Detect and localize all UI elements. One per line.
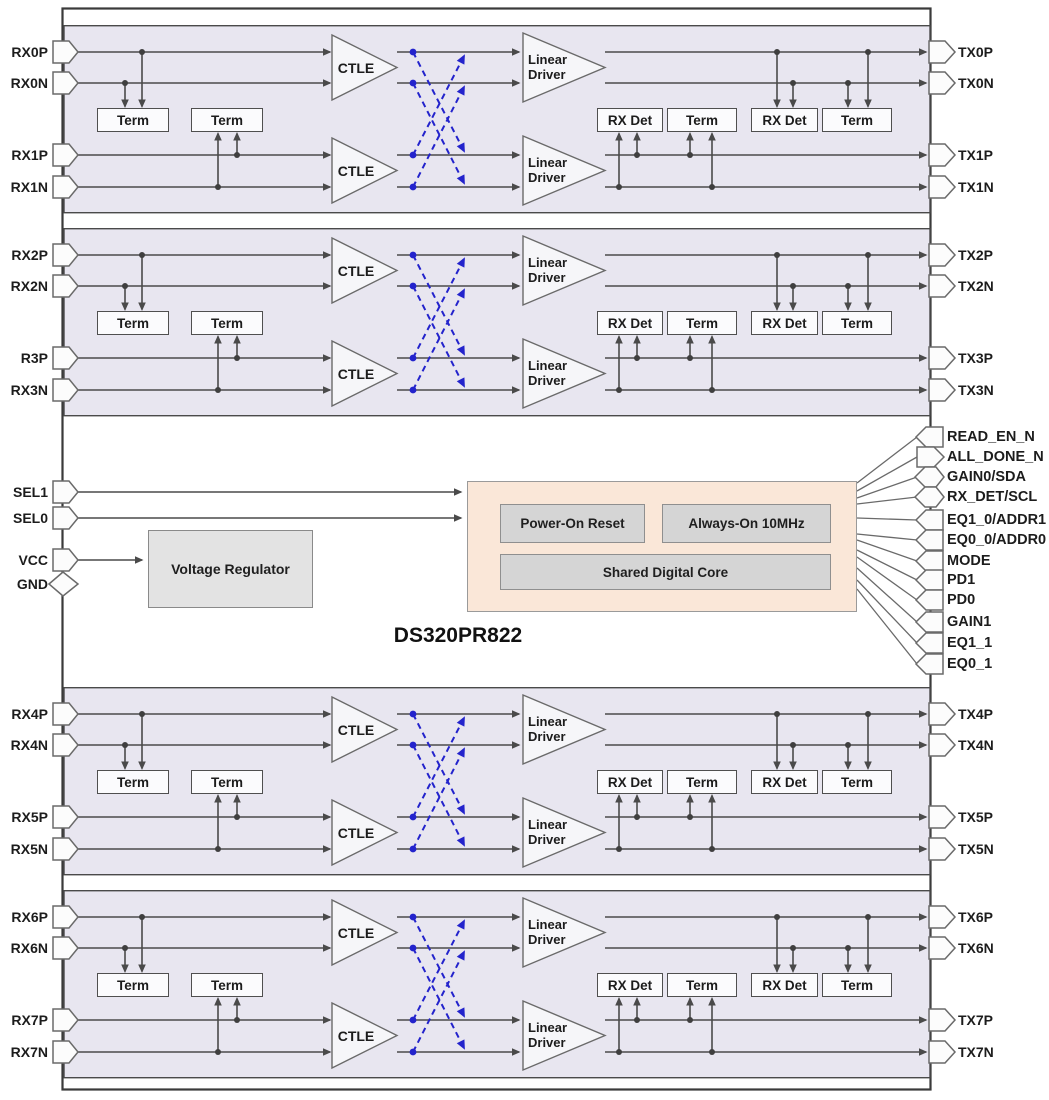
pin-label-tx0n: TX0N [958,75,994,91]
pin-label-tx2p: TX2P [958,247,994,263]
linear-driver-label: Linear Driver [528,817,568,847]
pin-label-tx4p: TX4P [958,706,994,722]
pin-label-read-en-n: READ_EN_N [947,429,1035,445]
channel-block-3 [53,891,955,1078]
pin-label-sel1: SEL1 [12,484,48,500]
pin-label-rx4n: RX4N [10,737,48,753]
pin-label-rx3n: RX3N [10,382,48,398]
rx-det-box: RX Det [597,311,663,335]
ctle-label: CTLE [337,366,375,382]
channel-block-1 [53,229,955,416]
pin-label-mode: MODE [947,553,991,569]
pin-label-rx6p: RX6P [11,909,48,925]
pin-label-eq1-1: EQ1_1 [947,635,993,651]
pin-label-vcc: VCC [18,552,48,568]
pin-label-r3p: R3P [20,350,48,366]
pin-label-rx7p: RX7P [11,1012,48,1028]
pin-label-tx6n: TX6N [958,940,994,956]
pin-label-rx2p: RX2P [11,247,48,263]
pin-label-tx5n: TX5N [958,841,994,857]
rx-det-box: RX Det [751,108,818,132]
shared-digital-core-block: Shared Digital Core [500,554,831,590]
channel-block-2 [53,688,955,875]
pin-label-tx5p: TX5P [958,809,994,825]
pin-label-rx1n: RX1N [10,179,48,195]
pin-label-rx7n: RX7N [10,1044,48,1060]
ctle-label: CTLE [337,825,375,841]
pin-label-tx7p: TX7P [958,1012,994,1028]
linear-driver-label: Linear Driver [528,358,568,388]
pin-label-gnd: GND [16,576,48,592]
linear-driver-label: Linear Driver [528,1020,568,1050]
term-box: Term [667,311,737,335]
pin-label-sel0: SEL0 [12,510,48,526]
pin-label-tx1p: TX1P [958,147,994,163]
term-box: Term [191,770,263,794]
linear-driver-label: Linear Driver [528,52,568,82]
rx-det-box: RX Det [751,770,818,794]
pin-label-rx0n: RX0N [10,75,48,91]
pin-label-rx-det-scl: RX_DET/SCL [947,489,1038,505]
pin-label-gain1: GAIN1 [947,614,992,630]
term-box: Term [822,973,892,997]
term-box: Term [97,973,169,997]
pin-label-rx4p: RX4P [11,706,48,722]
pin-label-tx2n: TX2N [958,278,994,294]
term-box: Term [667,973,737,997]
pin-all-done-n [917,447,944,467]
ctle-label: CTLE [337,60,375,76]
pin-label-rx5p: RX5P [11,809,48,825]
term-box: Term [822,108,892,132]
pin-label-tx3n: TX3N [958,382,994,398]
voltage-regulator-block: Voltage Regulator [148,530,313,608]
term-box: Term [97,311,169,335]
term-box: Term [97,770,169,794]
pin-label-tx7n: TX7N [958,1044,994,1060]
term-box: Term [191,311,263,335]
pin-label-eq1-0-addr1: EQ1_0/ADDR1 [947,512,1047,528]
rx-det-box: RX Det [751,973,818,997]
linear-driver-label: Linear Driver [528,714,568,744]
ctle-label: CTLE [337,1028,375,1044]
power-on-reset-block: Power-On Reset [500,504,645,543]
pin-label-rx1p: RX1P [11,147,48,163]
pin-label-gain0-sda: GAIN0/SDA [947,469,1026,485]
pin-label-rx0p: RX0P [11,44,48,60]
ctle-label: CTLE [337,722,375,738]
pin-label-tx6p: TX6P [958,909,994,925]
always-on-oscillator-block: Always-On 10MHz [662,504,831,543]
rx-det-box: RX Det [751,311,818,335]
rx-det-box: RX Det [597,108,663,132]
pin-label-tx3p: TX3P [958,350,994,366]
pin-label-rx5n: RX5N [10,841,48,857]
term-box: Term [191,108,263,132]
linear-driver-label: Linear Driver [528,917,568,947]
channel-block-0 [53,26,955,213]
pin-label-rx6n: RX6N [10,940,48,956]
pin-label-tx0p: TX0P [958,44,994,60]
pin-label-tx1n: TX1N [958,179,994,195]
pin-label-eq0-0-addr0: EQ0_0/ADDR0 [947,532,1047,548]
pin-label-all-done-n: ALL_DONE_N [947,449,1044,465]
rx-det-box: RX Det [597,973,663,997]
chip-part-number: DS320PR822 [393,624,523,647]
rx-det-box: RX Det [597,770,663,794]
term-box: Term [822,770,892,794]
ctle-label: CTLE [337,263,375,279]
pin-label-rx2n: RX2N [10,278,48,294]
pin-label-tx4n: TX4N [958,737,994,753]
term-box: Term [822,311,892,335]
linear-driver-label: Linear Driver [528,255,568,285]
ctle-label: CTLE [337,925,375,941]
term-box: Term [667,770,737,794]
term-box: Term [191,973,263,997]
term-box: Term [667,108,737,132]
ctle-label: CTLE [337,163,375,179]
pin-label-pd1: PD1 [947,572,976,588]
pin-label-pd0: PD0 [947,592,976,608]
linear-driver-label: Linear Driver [528,155,568,185]
digital-core-block [467,481,857,612]
pin-label-eq0-1: EQ0_1 [947,656,993,672]
term-box: Term [97,108,169,132]
